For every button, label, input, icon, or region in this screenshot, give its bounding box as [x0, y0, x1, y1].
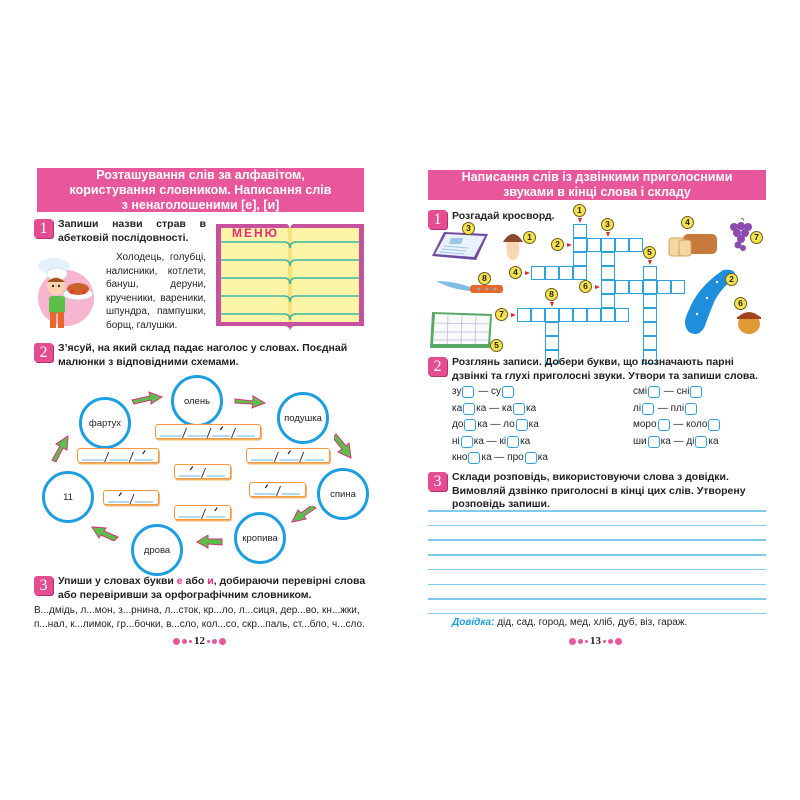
crossword-cell[interactable] [643, 336, 657, 350]
clue-arrow-icon [595, 285, 600, 289]
picture-clue-number: 2 [725, 273, 738, 286]
picture-clue-number: 4 [681, 216, 694, 229]
bread-icon [667, 230, 719, 258]
clue-number: 3 [601, 218, 614, 231]
stress-scheme[interactable] [249, 482, 306, 497]
crossword-cell[interactable] [573, 308, 587, 322]
stress-mark [119, 493, 122, 497]
task2-instruction: З’ясуй, на який склад падає наголос у словах. Поєднай малюнки з відповідними схемами. [58, 342, 348, 368]
letter-input-box[interactable] [464, 419, 476, 431]
arrow-icon [290, 506, 318, 524]
writing-line[interactable] [428, 598, 766, 600]
syllable-divider [130, 494, 134, 504]
letter-input-box[interactable] [461, 436, 473, 448]
scheme-lines [250, 483, 307, 498]
crossword-cell[interactable] [601, 280, 615, 294]
page-number-text: 12 [194, 635, 205, 647]
scheme-lines [156, 425, 262, 440]
instruction-part: або [182, 575, 208, 587]
crossword-cell[interactable] [559, 308, 573, 322]
clue-arrow-icon [525, 271, 530, 275]
word-fragment: зу [452, 386, 462, 397]
word-circle-fartukh[interactable]: фартух [79, 397, 131, 449]
word-fragment: ка — про [481, 452, 524, 463]
crossword-cell[interactable] [573, 224, 587, 238]
word-fragment: — сні [661, 386, 690, 397]
task-number-badge: 3 [34, 576, 53, 595]
hint [452, 617, 687, 629]
crossword-cell[interactable] [615, 280, 629, 294]
stress-mark [265, 485, 268, 489]
crossword-cell[interactable] [587, 238, 601, 252]
crossword-cell[interactable] [643, 308, 657, 322]
clue-arrow-icon [578, 218, 582, 223]
arrow-icon [233, 393, 267, 409]
hint-label: Довідка: [452, 617, 495, 628]
word-fragment: ка [528, 419, 539, 430]
word-pair-row [452, 419, 539, 431]
letter-input-box[interactable] [648, 436, 660, 448]
word-fragment: ка [708, 435, 719, 447]
stress-mark [215, 508, 218, 512]
word-pair-row [452, 403, 536, 415]
task3-instruction: Склади розповідь, використовуючи слова з довідки. Вимовляй дзвінко приголосні в кінці цих слів. Утворену розповідь запиши. [452, 471, 746, 510]
picture-clue-number: 8 [478, 272, 491, 285]
crossword-cell[interactable] [517, 308, 531, 322]
page-number-13 [569, 635, 622, 647]
word-fragment: ка — ді [660, 435, 695, 447]
scheme-lines [104, 491, 160, 506]
scheme-lines [175, 506, 232, 521]
stress-scheme[interactable] [246, 448, 330, 463]
syllable-divider [202, 509, 206, 519]
picture-clue-number: 3 [462, 222, 475, 235]
crossword-cell[interactable] [601, 266, 615, 280]
word-fragment: ні [452, 435, 460, 447]
word-pair-row [633, 436, 719, 448]
word-pair-row [452, 436, 530, 448]
scheme-lines [175, 465, 232, 480]
arrow-icon [48, 434, 70, 462]
instruction-part: , добираючи перевірні слова або перевіривши за орфографічним словником. [58, 575, 366, 601]
word-fragment: ка [526, 402, 537, 414]
clue-number: 7 [495, 308, 508, 321]
writing-line[interactable] [428, 554, 766, 556]
left-page-header [37, 168, 364, 212]
word-fragment: кно [452, 452, 468, 463]
clue-arrow-icon [550, 302, 554, 307]
task-number-badge: 2 [428, 357, 447, 376]
header-line: користування словником. Написання слів [69, 183, 332, 197]
knife-icon [434, 279, 506, 295]
page-number-text: 13 [590, 635, 601, 647]
menu-title: МЕНЮ [232, 226, 280, 240]
crossword-cell[interactable] [545, 322, 559, 336]
letter-input-box[interactable] [468, 452, 480, 464]
arrow-icon [334, 432, 354, 460]
crossword-cell[interactable] [643, 322, 657, 336]
header-line: з ненаголошеними [е], [и] [121, 198, 280, 212]
syllable-divider [129, 452, 133, 462]
task3-instruction [58, 575, 378, 602]
word-circle-podushka[interactable]: подушка [277, 392, 329, 444]
arrow-icon [196, 535, 224, 549]
task1-instruction: Запиши назви страв в абетковій послідовності. [58, 218, 206, 244]
syllable-divider [202, 468, 206, 478]
crossword-cell[interactable] [601, 252, 615, 266]
clue-arrow-icon [511, 313, 516, 317]
writing-line[interactable] [428, 525, 766, 527]
task1-dishes-text: Холодець, голубці, налисники, котлети, бануш, деруни, крученики, вареники, шпундра, пампушки, борщ, галушки. [106, 252, 206, 331]
clue-number: 5 [643, 246, 656, 259]
clue-arrow-icon [567, 243, 572, 247]
syllable-divider [207, 428, 211, 438]
clue-number: 1 [573, 204, 586, 217]
word-pair-row [452, 386, 515, 398]
stress-scheme[interactable] [155, 424, 261, 439]
stress-scheme[interactable] [103, 490, 159, 505]
crossword-cell[interactable] [615, 308, 629, 322]
picture-clue-number: 7 [750, 231, 763, 244]
blue-mitten-icon [683, 266, 739, 338]
word-fragment: смі [633, 386, 648, 397]
crossword-cell[interactable] [643, 266, 657, 280]
picture-clue-number: 5 [490, 339, 503, 352]
crossword-cell[interactable] [643, 280, 657, 294]
crossword-cell[interactable] [601, 238, 615, 252]
word-fragment: лі [633, 402, 642, 414]
crossword-cell[interactable] [545, 336, 559, 350]
word-fragment: ка [520, 435, 531, 447]
crossword-cell[interactable] [601, 294, 615, 308]
acorn-icon [734, 305, 764, 335]
syllable-divider [183, 428, 187, 438]
clue-arrow-icon [648, 260, 652, 265]
letter-input-box[interactable] [516, 419, 528, 431]
letter-input-box[interactable] [690, 386, 702, 398]
task2-instruction: Розглянь записи. Добери букви, що позначають парні дзвінкі та глухі приголосні звуки. Утвори та запиши слова. [452, 356, 759, 382]
letter-input-box[interactable] [658, 419, 670, 431]
instruction-part: Упиши у словах букви [58, 575, 177, 587]
arrow-icon [90, 523, 120, 541]
word-circle-drova[interactable]: дрова [131, 524, 183, 576]
word-circle-11[interactable]: 11 [42, 471, 94, 523]
right-page-header [428, 170, 766, 200]
word-fragment: ка — ка [476, 402, 513, 414]
header-line: Написання слів із дзвінкими приголосними [461, 170, 733, 184]
clue-number: 8 [545, 288, 558, 301]
writing-line[interactable] [428, 510, 766, 512]
word-pair-row [633, 386, 703, 398]
newspaper-icon [430, 230, 490, 262]
letter-e: е [176, 575, 183, 587]
letter-input-box[interactable] [708, 419, 720, 431]
clue-number: 4 [509, 266, 522, 279]
crossword-cell[interactable] [629, 280, 643, 294]
word-fragment: — плі [655, 402, 685, 414]
picture-clue-number: 6 [734, 297, 747, 310]
stress-mark [220, 427, 223, 431]
word-circle-olen[interactable]: олень [171, 375, 223, 427]
menu-book [214, 222, 366, 334]
header-line: Розташування слів за алфавітом, [96, 168, 305, 182]
crossword-cell[interactable] [545, 308, 559, 322]
crossword-cell[interactable] [587, 308, 601, 322]
clue-arrow-icon [606, 232, 610, 237]
crossword-cell[interactable] [601, 308, 615, 322]
letter-y: и [207, 575, 214, 587]
crossword-cell[interactable] [573, 238, 587, 252]
stress-mark [190, 467, 193, 471]
letter-input-box[interactable] [513, 403, 525, 415]
syllable-divider [232, 428, 236, 438]
stress-scheme[interactable] [174, 505, 231, 520]
task-number-badge: 3 [428, 472, 447, 491]
writing-line[interactable] [428, 584, 766, 586]
stress-mark [143, 451, 146, 455]
crossword-cell[interactable] [531, 266, 545, 280]
picture-clue-number: 1 [523, 231, 536, 244]
letter-input-box[interactable] [525, 452, 537, 464]
word-fragment: до [452, 419, 464, 430]
task1-instruction: Розгадай кросворд. [452, 210, 555, 222]
stress-scheme[interactable] [77, 448, 159, 463]
word-fragment: ка [537, 452, 548, 463]
crossword-cell[interactable] [559, 266, 573, 280]
grapes-icon [728, 217, 754, 253]
scheme-lines [247, 449, 331, 464]
word-fragment: ка — ло [477, 419, 515, 430]
notebook-grid-icon [428, 310, 494, 350]
letter-input-box[interactable] [462, 386, 474, 398]
task-number-badge: 1 [34, 219, 53, 238]
stress-scheme[interactable] [174, 464, 231, 479]
header-line: звуками в кінці слова і складу [503, 185, 691, 199]
crossword-cell[interactable] [573, 252, 587, 266]
word-pair-row [633, 403, 698, 415]
crossword-cell[interactable] [545, 266, 559, 280]
syllable-divider [277, 486, 281, 496]
scheme-lines [78, 449, 160, 464]
word-fragment: — коло [670, 419, 708, 430]
word-fragment: ка — кі [473, 435, 507, 447]
letter-input-box[interactable] [648, 386, 660, 398]
crossword-cell[interactable] [629, 238, 643, 252]
clue-number: 6 [579, 280, 592, 293]
crossword-cell[interactable] [531, 308, 545, 322]
task3-words-text: В...дмідь, л...мон, з...рнина, л...сток, кр...ло, л...сиця, дер...во, кн...жки, п...нал, к...лимок, гр...бочки, в...сло, кол...со, скр...паль, ст...бло, ч...сло. [34, 605, 365, 630]
word-fragment: — су [475, 386, 502, 397]
writing-line[interactable] [428, 569, 766, 571]
crossword-cell[interactable] [657, 280, 671, 294]
crossword-cell[interactable] [671, 280, 685, 294]
syllable-divider [105, 452, 109, 462]
word-fragment: моро [633, 419, 657, 430]
syllable-divider [300, 452, 304, 462]
word-circle-kropyva[interactable]: кропива [234, 512, 286, 564]
letter-input-box[interactable] [507, 436, 519, 448]
word-pair-row [633, 419, 721, 431]
writing-line[interactable] [428, 539, 766, 541]
task-number-badge: 1 [428, 210, 447, 229]
letter-input-box[interactable] [642, 403, 654, 415]
page-number-12 [173, 635, 226, 647]
crossword-cell[interactable] [615, 238, 629, 252]
letter-input-box[interactable] [685, 403, 697, 415]
crossword-cell[interactable] [573, 266, 587, 280]
hint-words: дід, сад, город, мед, хліб, дуб, віз, гараж. [494, 617, 688, 628]
chef-boy-illustration [34, 254, 104, 334]
writing-line[interactable] [428, 613, 766, 615]
letter-input-box[interactable] [695, 436, 707, 448]
word-fragment: ка [452, 402, 463, 414]
stress-mark [288, 451, 291, 455]
mushroom-icon [502, 228, 524, 262]
syllable-divider [274, 452, 278, 462]
task-number-badge: 2 [34, 343, 53, 362]
crossword-cell[interactable] [643, 294, 657, 308]
word-pair-row [452, 452, 548, 464]
clue-number: 2 [551, 238, 564, 251]
word-fragment: ши [633, 435, 647, 447]
letter-input-box[interactable] [502, 386, 514, 398]
arrow-icon [130, 390, 164, 406]
letter-input-box[interactable] [463, 403, 475, 415]
word-circle-spyna[interactable]: спина [317, 468, 369, 520]
